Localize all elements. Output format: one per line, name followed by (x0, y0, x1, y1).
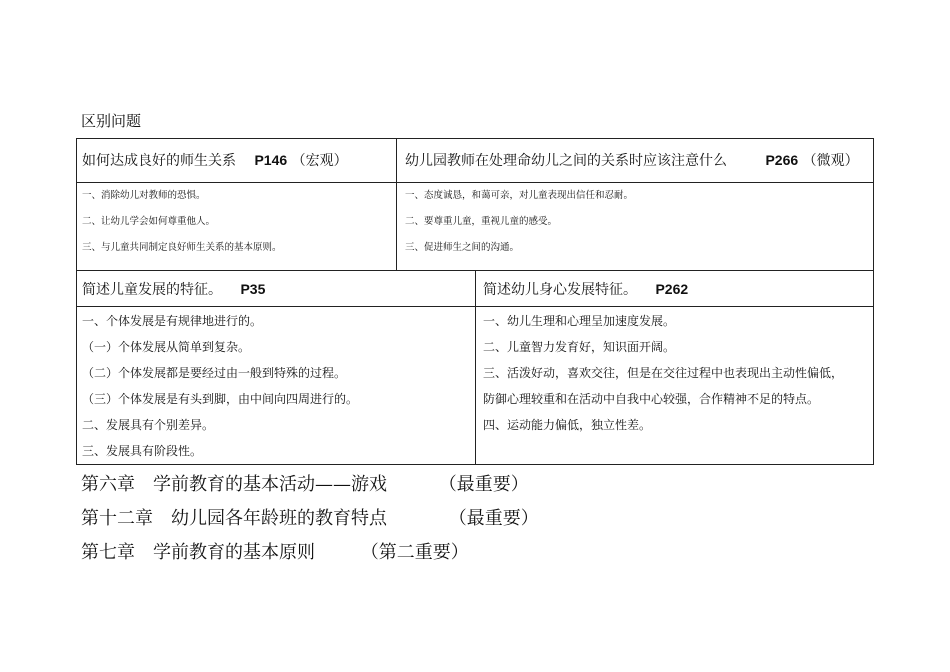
page-ref: P146 (254, 152, 288, 168)
list-item: 二、儿童智力发育好，知识面开阔。 (483, 340, 676, 354)
table2-left-header (82, 279, 265, 299)
table2-right-list (483, 308, 843, 438)
list-item: 一、幼儿生理和心理呈加速度发展。 (483, 314, 676, 328)
header-text: 简述儿童发展的特征。 (82, 282, 222, 298)
list-item: 二、发展具有个别差异。 (82, 418, 215, 432)
comparison-table-teacher-child (76, 138, 874, 271)
chapter-name: 第十二章 幼儿园各年龄班的教育特点 (81, 508, 387, 529)
list-item: 三、促进师生之间的沟通。 (405, 242, 520, 253)
page-ref: P266 (765, 152, 799, 168)
table1-right-list (405, 183, 633, 261)
list-item: 一、个体发展是有规律地进行的。 (82, 314, 263, 328)
header-text: 如何达成良好的师生关系 (82, 153, 236, 169)
list-item: 二、要尊重儿童，重视儿童的感受。 (405, 216, 558, 227)
column-divider (396, 139, 397, 270)
list-item: 四、运动能力偏低，独立性差。 (483, 418, 652, 432)
chapter-list (81, 470, 539, 572)
list-item: 三、发展具有阶段性。 (82, 444, 203, 458)
chapter-name: 第七章 学前教育的基本原则 (81, 542, 315, 563)
list-item: 一、消除幼儿对教师的恐惧。 (82, 190, 206, 201)
table2-left-list (82, 308, 358, 464)
page-ref: P262 (655, 281, 689, 297)
table2-right-header (483, 279, 688, 299)
list-item: （一）个体发展从简单到复杂。 (82, 340, 251, 354)
header-text: 幼儿园教师在处理命幼儿之间的关系时应该注意什么 (405, 153, 727, 169)
scope-label: （宏观） (291, 153, 348, 169)
chapter-line (81, 504, 539, 538)
list-item: 一、态度诚恳，和蔼可亲，对儿童表现出信任和忍耐。 (405, 190, 634, 201)
list-item: 防御心理较重和在活动中自我中心较强，合作精神不足的特点。 (483, 392, 820, 406)
page-title: 区别问题 (81, 112, 142, 130)
chapter-line (81, 538, 539, 572)
header-divider (77, 306, 873, 307)
list-item: 三、活泼好动，喜欢交往，但是在交往过程中也表现出主动性偏低， (483, 366, 844, 380)
chapter-line (81, 470, 539, 504)
page-ref: P35 (240, 281, 266, 297)
chapter-name: 第六章 学前教育的基本活动——游戏 (81, 474, 387, 495)
importance-label: （最重要） (448, 508, 539, 529)
table1-left-list (82, 183, 282, 261)
header-text: 简述幼儿身心发展特征。 (483, 282, 637, 298)
importance-label: （第二重要） (360, 542, 469, 563)
list-item: （二）个体发展都是要经过由一般到特殊的过程。 (82, 366, 347, 380)
column-divider (475, 271, 476, 464)
importance-label: （最重要） (438, 474, 529, 495)
list-item: 二、让幼儿学会如何尊重他人。 (82, 216, 216, 227)
table1-left-header (82, 150, 348, 170)
list-item: 三、与儿童共同制定良好师生关系的基本原则。 (82, 242, 282, 253)
scope-label: （微观） (802, 153, 859, 169)
comparison-table-child-development (76, 270, 874, 465)
table1-right-header (405, 150, 859, 170)
list-item: （三）个体发展是有头到脚，由中间向四周进行的。 (82, 392, 359, 406)
